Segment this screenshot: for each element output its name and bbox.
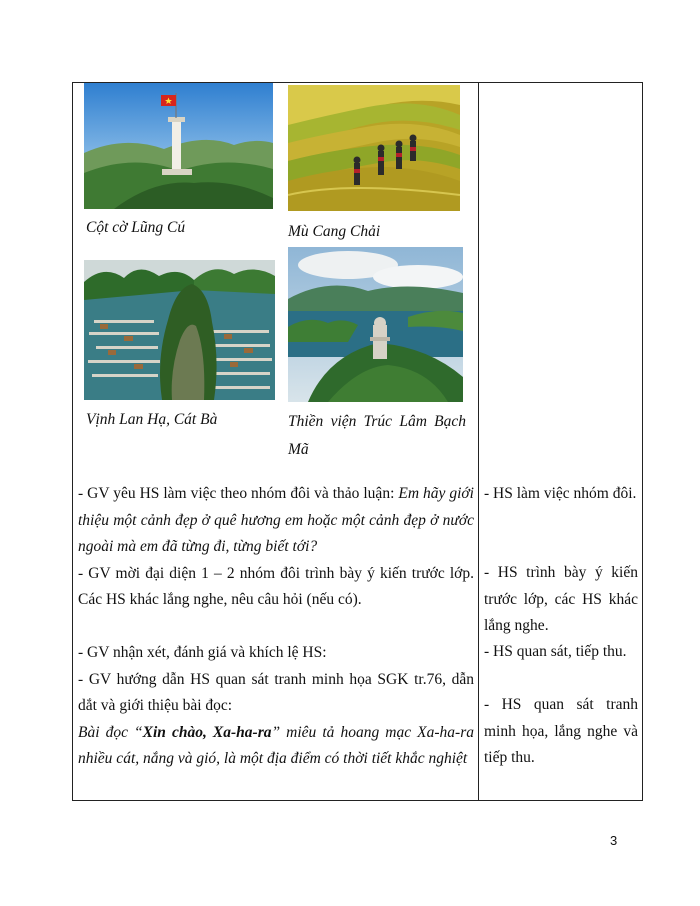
- activity-paragraph: - GV hướng dẫn HS quan sát tranh minh họa SGK tr.76, dẫn dắt và giới thiệu bài đọc:: [78, 670, 474, 714]
- page-number: 3: [610, 833, 618, 848]
- student-activity: [484, 639, 638, 666]
- activity-paragraph: - GV nhận xét, đánh giá và khích lệ HS:: [78, 644, 327, 661]
- column-divider: [478, 82, 479, 801]
- student-activity-text: - HS làm việc nhóm đôi.: [484, 485, 637, 502]
- student-activity: [484, 692, 638, 772]
- photo-caption: Mù Cang Chải: [288, 223, 381, 240]
- photo-caption: Cột cờ Lũng Cú: [86, 219, 186, 236]
- activity-paragraph: - GV mời đại diện 1 – 2 nhóm đôi trình bày ý kiến trước lớp. Các HS khác lắng nghe, nêu câu hỏi (nếu có).: [78, 564, 474, 608]
- teacher-activities: [78, 481, 474, 773]
- activity-paragraph: [78, 720, 474, 773]
- thien-vien-photo: [288, 247, 463, 402]
- cot-co-lung-cu-photo: [84, 83, 273, 209]
- mu-cang-chai-photo: [288, 85, 460, 211]
- activity-text: Bài đọc “: [78, 723, 143, 741]
- activity-question: Em hãy giới thiệu một cảnh đẹp ở quê hương em hoặc một cảnh đẹp ở nước ngoài mà em đã từng đi, từng biết tới?: [78, 485, 474, 555]
- student-activity-text: - HS quan sát, tiếp thu.: [484, 643, 627, 660]
- lesson-title: Xin chào, Xa-ha-ra: [142, 723, 272, 741]
- photo-caption: Mã: [288, 441, 309, 458]
- student-activity: [484, 560, 638, 640]
- activity-text: ” miêu tả hoang mạc Xa-ha-ra nhiều cát, nắng và gió, là một địa điểm có thời tiết khắc nghiệt: [78, 723, 474, 767]
- photo-caption: Vịnh Lan Hạ, Cát Bà: [86, 411, 218, 428]
- student-activity-text: - HS trình bày ý kiến trước lớp, các HS khác lắng nghe.: [484, 564, 638, 634]
- activity-paragraph: [78, 481, 474, 561]
- student-activity: [484, 481, 638, 508]
- photo-caption: Thiền viện Trúc Lâm Bạch: [288, 413, 466, 430]
- activity-text: - GV yêu HS làm việc theo nhóm đôi và thảo luận:: [78, 485, 399, 502]
- vinh-lan-ha-photo: [84, 260, 275, 400]
- student-activity-text: - HS quan sát tranh minh họa, lắng nghe và tiếp thu.: [484, 696, 638, 766]
